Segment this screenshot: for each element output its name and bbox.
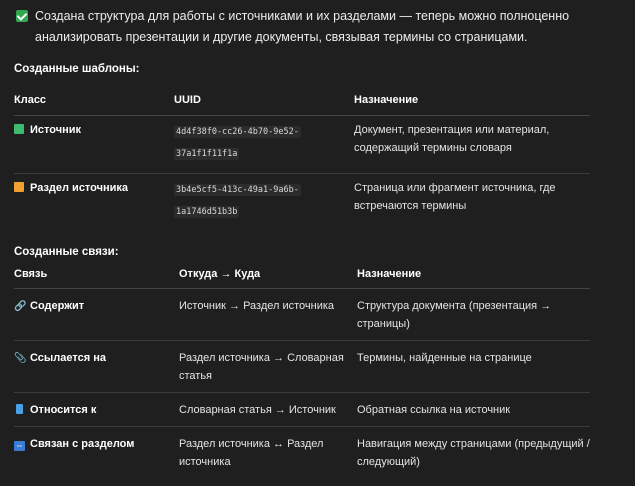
- relation-cell: [14, 393, 179, 427]
- uuid-cell: [174, 173, 354, 231]
- templates-heading: Созданные шаблоны:: [14, 63, 140, 75]
- paperclip-icon: 📎: [14, 353, 27, 364]
- direction-cell: Источник → Раздел источника: [179, 300, 335, 312]
- relation-name: Относится к: [30, 404, 97, 416]
- link-icon: 🔗: [14, 301, 27, 312]
- intro-paragraph: [14, 6, 594, 48]
- uuid-cell: [174, 115, 354, 173]
- relation-cell: [14, 427, 179, 479]
- direction-cell: Раздел источника ↔ Раздел источника: [179, 438, 324, 468]
- class-name: Источник: [30, 123, 82, 136]
- intro-text: Создана структура для работы с источниками и их разделами — теперь можно полноценно анализировать презентации и другие документы, связывая термины со страницами.: [35, 9, 570, 44]
- green-square-icon: [14, 124, 24, 134]
- uuid-code: 4d4f38f0-cc26-4b70-9e52-: [176, 126, 299, 137]
- header-uuid: UUID: [174, 94, 201, 106]
- bidirectional-arrows-icon: ⇔: [15, 441, 24, 450]
- header-purpose: Назначение: [354, 94, 419, 106]
- purpose-cell: Термины, найденные на странице: [357, 352, 532, 364]
- purpose-cell: Структура документа (презентация → страницы): [357, 300, 552, 330]
- class-name: Раздел источника: [30, 181, 129, 194]
- table-row: [14, 289, 590, 341]
- class-cell: [14, 115, 174, 173]
- purpose-cell: Страница или фрагмент источника, где встречаются термины: [354, 181, 556, 212]
- direction-cell: Раздел источника → Словарная статья: [179, 352, 344, 382]
- templates-table: [14, 89, 590, 231]
- uuid-code: 3b4e5cf5-413c-49a1-9a6b-: [176, 184, 299, 195]
- relation-name: Содержит: [30, 300, 85, 312]
- uuid-code: 37a1f1f11f1a: [176, 148, 238, 159]
- table-row: [14, 427, 590, 479]
- relation-name: Связан с разделом: [30, 438, 135, 450]
- header-direction: Откуда → Куда: [179, 267, 261, 280]
- table-row: [14, 341, 590, 393]
- table-row: [14, 393, 590, 427]
- bookmark-icon: [16, 404, 23, 414]
- header-relation: Связь: [14, 267, 48, 280]
- templates-header-row: [14, 89, 590, 115]
- purpose-cell: Навигация между страницами (предыдущий / следующий): [357, 438, 590, 468]
- uuid-code: 1a1746d51b3b: [176, 206, 238, 217]
- relation-name: Ссылается на: [30, 352, 106, 364]
- relations-heading: Созданные связи:: [14, 245, 119, 258]
- header-purpose: Назначение: [357, 267, 422, 280]
- header-class: Класс: [14, 94, 47, 106]
- relations-table: [14, 265, 590, 479]
- class-cell: [14, 173, 174, 231]
- check-mark-icon: [16, 10, 28, 22]
- orange-square-icon: [14, 182, 24, 192]
- assistant-message: [14, 6, 594, 478]
- relations-header-row: [14, 265, 590, 289]
- table-row: [14, 115, 590, 173]
- table-row: [14, 173, 590, 231]
- relation-cell: [14, 341, 179, 393]
- purpose-cell: Обратная ссылка на источник: [357, 404, 511, 416]
- purpose-cell: Документ, презентация или материал, содержащий термины словаря: [354, 123, 550, 154]
- relation-cell: [14, 289, 179, 341]
- direction-cell: Словарная статья → Источник: [179, 404, 336, 416]
